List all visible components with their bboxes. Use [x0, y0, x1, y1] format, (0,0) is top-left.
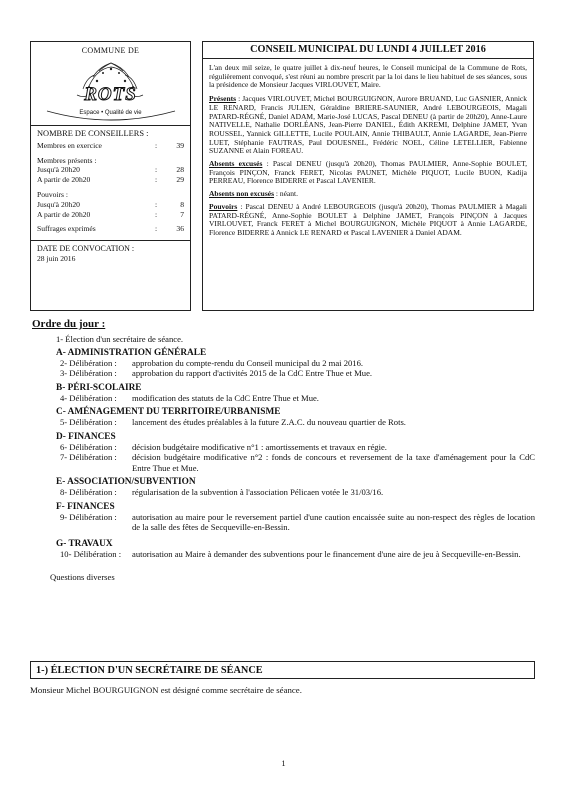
conseil-title: CONSEIL MUNICIPAL DU LUNDI 4 JUILLET 2016	[250, 44, 486, 55]
item-number: 10- Délibération :	[60, 548, 122, 559]
presents-jusqua-label: Jusqu'à 20h20	[37, 165, 80, 175]
pouvoirs-jusqua-value: 8	[180, 199, 184, 209]
section-c-heading: C- AMÉNAGEMENT DU TERRITOIRE/URBANISME	[56, 407, 281, 417]
colon: :	[154, 224, 158, 234]
item-number: 5- Délibération :	[60, 417, 117, 427]
en-exercice-value: 39	[176, 140, 184, 150]
presents-apartir-label: A partir de 20h20	[37, 175, 91, 185]
presents-jusqua-value: 28	[176, 165, 184, 175]
pouvoirs-apartir-label: A partir de 20h20	[37, 209, 91, 219]
item-number: 7- Délibération :	[60, 452, 117, 462]
presents-paragraph	[209, 95, 527, 156]
conseillers-title: NOMBRE DE CONSEILLERS :	[37, 129, 149, 138]
item-desc: décision budgétaire modificative n°2 : fonds de concours et reversement de la taxe d'aménagement pour la CdC Entre Thue et Mue.	[132, 452, 535, 473]
ordre-du-jour	[30, 318, 535, 583]
item-desc: approbation du compte-rendu du Conseil municipal du 2 mai 2016.	[132, 357, 364, 368]
pouvoirs-apartir-value: 7	[180, 209, 184, 219]
pouvoirs-jusqua-row	[37, 200, 184, 210]
presents-apartir-value: 29	[176, 175, 184, 185]
item-desc: autorisation au Maire à demander des subventions pour le financement d'une aire de jeu à Secqueville-en-Bessin.	[132, 548, 521, 559]
presents-label: Membres présents :	[37, 155, 97, 165]
suffrages-row	[37, 224, 184, 234]
item-number: 4- Délibération :	[60, 392, 117, 403]
item-desc: régularisation de la subvention à l'association Pélicaen votée le 31/03/16.	[132, 487, 384, 497]
pouvoirs-label: Pouvoirs	[209, 201, 238, 211]
item-number: 2- Délibération :	[60, 357, 117, 368]
item-number: 8- Délibération :	[60, 487, 117, 497]
convocation-date: 28 juin 2016	[37, 253, 76, 263]
en-exercice-row	[37, 141, 184, 151]
section-b-heading: B- PÉRI-SCOLAIRE	[56, 382, 142, 393]
section-f-heading: F- FINANCES	[56, 501, 115, 512]
election-heading-box	[30, 661, 535, 679]
excuses-paragraph	[209, 160, 527, 186]
logo-text: ROTS	[84, 84, 137, 105]
presents-jusqua-row	[37, 165, 184, 175]
item-desc: approbation du rapport d'activités 2015 de la CdC Entre Thue et Mue.	[132, 368, 373, 378]
agenda-item-10	[60, 549, 535, 560]
commune-logo	[37, 55, 184, 121]
item-desc: autorisation au maire pour le reversement partiel d'une caution encaissée suite au non-respect des règles de location de la salle des fêtes de Secqueville-en-Bessin.	[132, 511, 535, 532]
questions-diverses: Questions diverses	[50, 572, 115, 582]
intro-paragraph: L'an deux mil seize, le quatre juillet à dix-neuf heures, le Conseil municipal de la Commune de Rots, régulièrement convoqué, s'est réuni au nombre prescrit par la loi dans le lieu habituel de ses séances, sous la présidence de Monsieur Jacques VIRLOUVET, Maire.	[209, 63, 527, 90]
excuses-label: Absents excusés	[209, 159, 263, 169]
convocation-label: DATE DE CONVOCATION :	[37, 244, 135, 254]
colon: :	[154, 165, 158, 175]
agenda-item-8	[60, 487, 535, 498]
colon: :	[154, 199, 158, 209]
agenda-item-6	[60, 442, 535, 453]
agenda-item-4	[60, 393, 535, 404]
commune-box	[30, 41, 191, 311]
colon: :	[154, 175, 158, 185]
colon: :	[154, 140, 158, 150]
non-excuses-text: : néant.	[274, 189, 298, 199]
section-g-heading: G- TRAVAUX	[56, 538, 113, 549]
item-number: 9- Délibération :	[60, 511, 117, 522]
non-excuses-label: Absents non excusés	[209, 189, 275, 199]
en-exercice-label: Membres en exercice	[37, 140, 102, 150]
pouvoirs-paragraph	[209, 203, 527, 238]
section-d-heading: D- FINANCES	[56, 431, 116, 442]
election-heading: 1-) ÉLECTION D'UN SECRÉTAIRE DE SÉANCE	[36, 665, 263, 676]
non-excuses-paragraph	[209, 190, 527, 199]
commune-heading: COMMUNE DE	[81, 46, 140, 55]
conseil-box	[202, 41, 534, 311]
section-e-heading: E- ASSOCIATION/SUBVENTION	[56, 477, 196, 487]
item-number: 3- Délibération :	[60, 368, 117, 378]
item-number: 6- Délibération :	[60, 441, 117, 452]
presents-apartir-row	[37, 175, 184, 185]
item-desc: décision budgétaire modificative n°1 : amortissements et travaux en régie.	[132, 441, 387, 452]
agenda-item-7	[60, 452, 535, 473]
pouvoirs-label: Pouvoirs :	[37, 189, 69, 199]
section-a-heading: A- ADMINISTRATION GÉNÉRALE	[56, 347, 207, 358]
pouvoirs-jusqua-label: Jusqu'à 20h20	[37, 199, 80, 209]
presents-label: Présents	[209, 94, 237, 104]
colon: :	[154, 209, 158, 219]
pouvoirs-text: : Pascal DENEU à André LEBOURGEOIS (jusqu'à 20h20), Thomas PAULMIER à Magali PATARD-RÉGNÉ, Anne-Sophie BOULET à Delphine JAMET, François PINÇON à Jacques VIRLOUVET, Franck FERET à Michel BOURGUIGNON, Michèle PIQUOT à Annie LAGARDE, Florence BIDERRE à Annick LE RENARD et Pascal LAVENIER à Daniel ADAM.	[209, 201, 527, 237]
item-desc: modification des statuts de la CdC Entre Thue et Mue.	[132, 392, 319, 403]
presents-text: : Jacques VIRLOUVET, Michel BOURGUIGNON, Aurore BRUAND, Luc GASNIER, Annick LE RENARD, Francis JULIEN, Géraldine BRIERE-SAUNIER, André LEBOURGEOIS, Magali PATARD-RÉGNÉ, Daniel ADAM, Marie-José LUCAS, Pascal DENEU (à partir de 20h20), Anne-Laure NATIVELLE, Nathalie DORLÉANS, Jean-Pierre DANIEL, Édith AKREMI, Delphine JAMET, Yvan ROUSSEL, Yannick GILLETTE, Lucile POULAIN, Annie THIBAULT, Annie LAGARDE, Jean-Pierre LUET, Stéphanie FAUTRAS, Paul DOUESNEL, Frédéric NOEL, Céline LETELLIER, Fabienne SUZANNE et Alain FOREAU.	[209, 94, 527, 156]
agenda-item-9	[60, 512, 535, 533]
agenda-item-5	[60, 417, 535, 428]
pouvoirs-apartir-row	[37, 210, 184, 220]
suffrages-value: 36	[176, 224, 184, 234]
agenda-item-3	[60, 368, 535, 379]
excuses-text: : Pascal DENEU (jusqu'à 20h20), Thomas PAULMIER, Anne-Sophie BOULET, François PINÇON, Franck FERET, Nicolas PAUNET, Michèle PIQUOT, Lucile BUON, Kadija PERREAU, Florence BIDERRE et Pascal LAVENIER.	[209, 159, 527, 186]
suffrages-label: Suffrages exprimés	[37, 224, 96, 234]
agenda-item-2	[60, 358, 535, 369]
logo-tagline: Espace • Qualité de vie	[79, 110, 142, 116]
agenda-item-1: 1- Élection d'un secrétaire de séance.	[56, 334, 184, 344]
item-desc: lancement des études préalables à la future Z.A.C. du nouveau quartier de Rots.	[132, 417, 406, 427]
ordre-title: Ordre du jour :	[32, 318, 106, 330]
page-number: 1	[281, 758, 286, 768]
election-text: Monsieur Michel BOURGUIGNON est désigné comme secrétaire de séance.	[30, 685, 302, 695]
